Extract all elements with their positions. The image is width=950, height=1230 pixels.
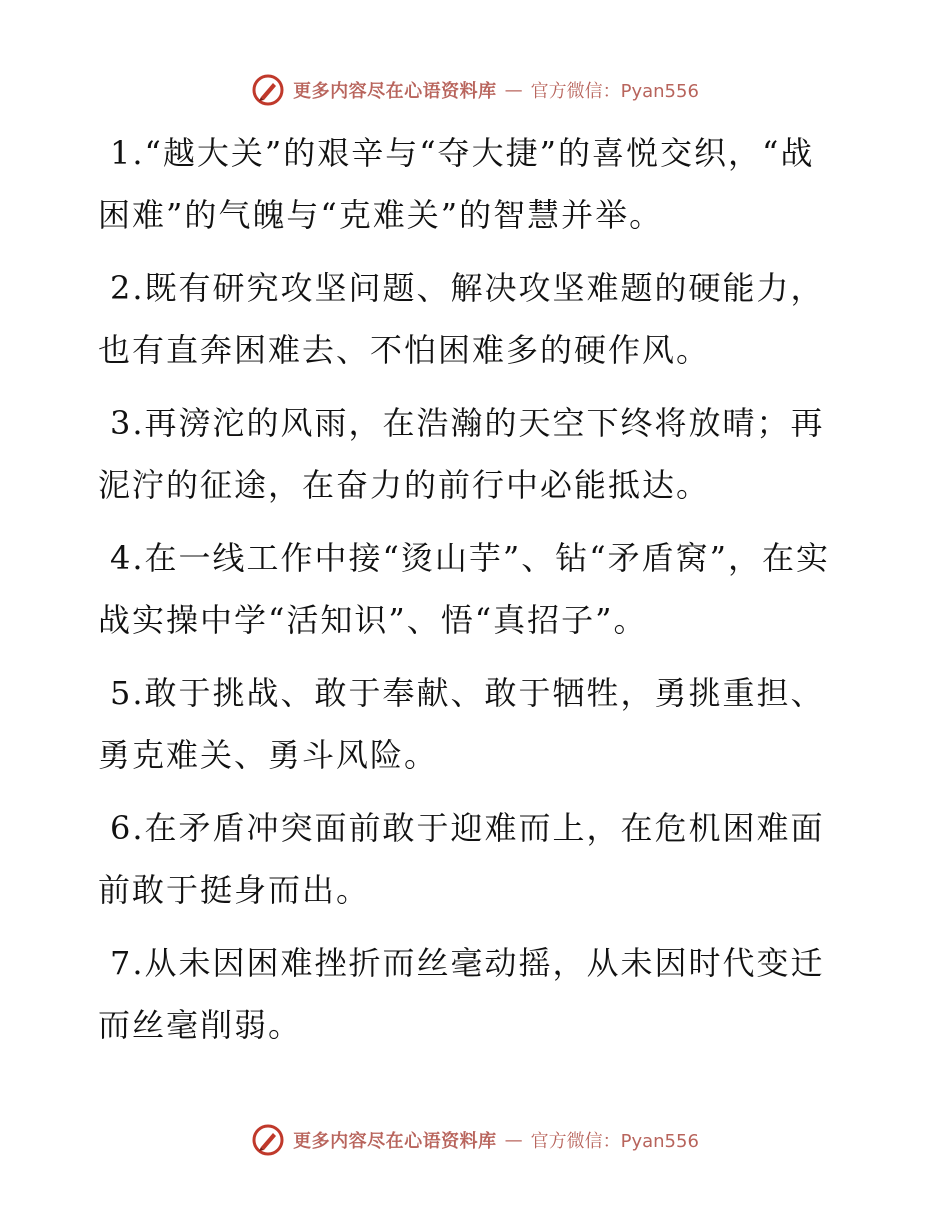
item-text: 在一线工作中接“烫山芋”、钻“矛盾窝”，在实战实操中学“活知识”、悟“真招子”。 xyxy=(98,539,830,639)
list-item xyxy=(98,662,838,786)
list-item xyxy=(98,527,838,651)
list-item xyxy=(98,932,838,1056)
list-item xyxy=(98,122,838,246)
item-number: 6. xyxy=(110,809,145,847)
item-text: “越大关”的艰辛与“夺大捷”的喜悦交织，“战困难”的气魄与“克难关”的智慧并举。 xyxy=(98,134,815,234)
item-number: 7. xyxy=(110,944,145,982)
list-item xyxy=(98,257,838,381)
document-body xyxy=(98,122,838,1067)
item-text: 从未因困难挫折而丝毫动摇，从未因时代变迁而丝毫削弱。 xyxy=(98,944,825,1044)
pen-logo-icon xyxy=(251,1123,285,1157)
footer-watermark xyxy=(0,1120,950,1160)
watermark-wechat-text: 官方微信：Pyan556 xyxy=(530,81,699,102)
item-number: 1. xyxy=(110,134,145,172)
item-number: 2. xyxy=(110,269,145,307)
list-item xyxy=(98,392,838,516)
item-number: 5. xyxy=(110,674,145,712)
watermark-separator: — xyxy=(504,1129,523,1151)
item-number: 3. xyxy=(110,404,145,442)
watermark-site-text: 更多内容尽在心语资料库 xyxy=(293,81,497,102)
item-number: 4. xyxy=(110,539,145,577)
watermark-wechat-text: 官方微信：Pyan556 xyxy=(530,1131,699,1152)
item-text: 再滂沱的风雨，在浩瀚的天空下终将放晴；再泥泞的征途，在奋力的前行中必能抵达。 xyxy=(98,404,825,504)
pen-logo-icon xyxy=(251,73,285,107)
header-watermark xyxy=(0,70,950,110)
item-text: 敢于挑战、敢于奉献、敢于牺牲，勇挑重担、勇克难关、勇斗风险。 xyxy=(98,674,825,774)
list-item xyxy=(98,797,838,921)
item-text: 既有研究攻坚问题、解决攻坚难题的硬能力，也有直奔困难去、不怕困难多的硬作风。 xyxy=(98,269,825,369)
watermark-site-text: 更多内容尽在心语资料库 xyxy=(293,1131,497,1152)
item-text: 在矛盾冲突面前敢于迎难而上，在危机困难面前敢于挺身而出。 xyxy=(98,809,825,909)
watermark-separator: — xyxy=(504,79,523,101)
